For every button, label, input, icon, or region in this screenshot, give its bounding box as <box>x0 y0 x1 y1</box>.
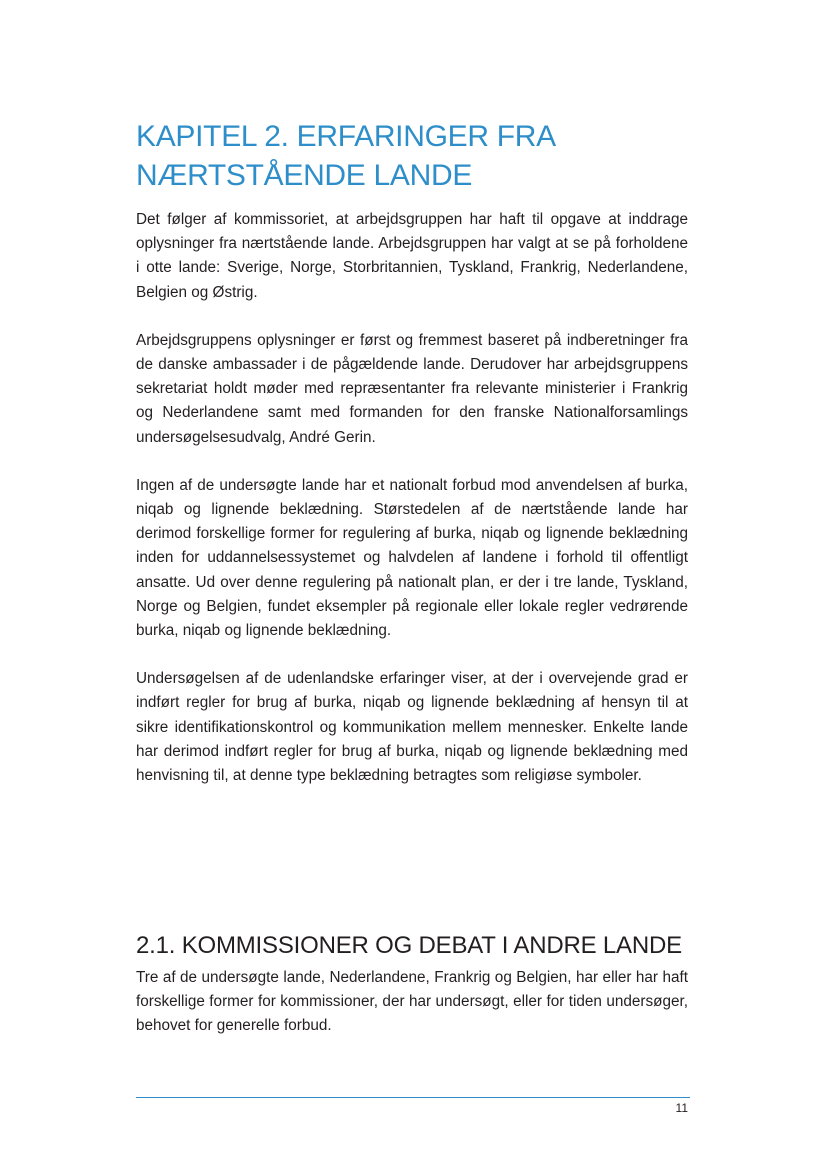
body-paragraph-3: Ingen af de undersøgte lande har et nationalt forbud mod anvendelsen af burka, niqab og lignende beklædning. Størstedelen af de nærtstående lande har derimod forskellige former for regulering af burka, niqab og lignende beklædning inden for uddannelsessystemet og halvdelen af landene i forhold til offentligt ansatte. Ud over denne regulering på nationalt plan, er der i tre lande, Tyskland, Norge og Belgien, fundet eksempler på regionale eller lokale regler vedrørende burka, niqab og lignende beklædning. <box>136 476 688 640</box>
page-number: 11 <box>675 1101 688 1115</box>
chapter-body <box>136 208 688 788</box>
footer-divider <box>136 1097 690 1098</box>
section-paragraph-1: Tre af de undersøgte lande, Nederlandene, Frankrig og Belgien, har eller har haft forskellige former for kommissioner, der har undersøgt, eller for tiden undersøger, behovet for generelle forbud. <box>136 969 688 1035</box>
body-paragraph-1: Det følger af kommissoriet, at arbejdsgruppen har haft til opgave at inddrage oplysninger fra nærtstående lande. Arbejdsgruppen har valgt at se på forholdene i otte lande: Sverige, Norge, Storbritannien, Tyskland, Frankrig, Nederlandene, Belgien og Østrig. <box>136 211 688 301</box>
chapter-title-line-2: NÆRTSTÅENDE LANDE <box>136 159 473 192</box>
section-body <box>136 966 688 1039</box>
body-paragraph-2: Arbejdsgruppens oplysninger er først og fremmest baseret på indberetninger fra de danske ambassader i de pågældende lande. Derudover har arbejdsgruppens sekretariat holdt møder med repræsentanter fra relevante ministerier i Frankrig og Nederlandene samt med formanden for den franske Nationalforsamlings undersøgelsesudvalg, André Gerin. <box>136 331 688 446</box>
chapter-title <box>136 117 696 195</box>
chapter-title-line-1: KAPITEL 2. ERFARINGER FRA <box>136 120 556 153</box>
body-paragraph-4: Undersøgelsen af de udenlandske erfaringer viser, at der i overvejende grad er indført regler for brug af burka, niqab og lignende beklædning af hensyn til at sikre identifikationskontrol og kommunikation mellem mennesker. Enkelte lande har derimod indført regler for brug af burka, niqab og lignende beklædning med henvisning til, at denne type beklædning betragtes som religiøse symboler. <box>136 670 688 785</box>
section-heading: 2.1. KOMMISSIONER OG DEBAT I ANDRE LANDE <box>136 932 682 959</box>
